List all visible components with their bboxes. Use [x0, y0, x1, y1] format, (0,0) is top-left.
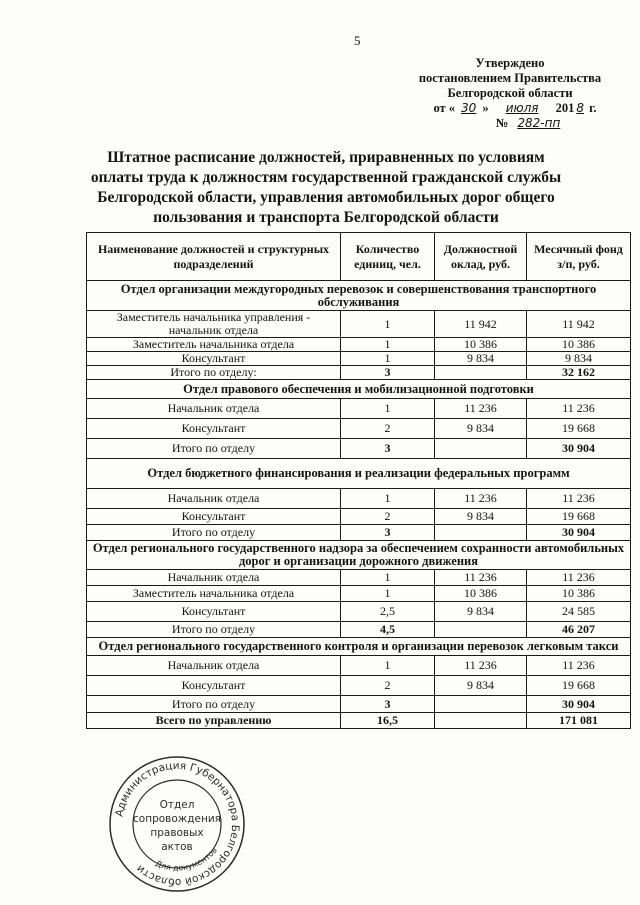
cell-salary: 10 386 [435, 338, 527, 352]
date-prefix: от « [433, 101, 456, 115]
cell-grand-total-label: Всего по управлению [87, 713, 341, 729]
total-row [87, 366, 631, 380]
cell-salary: 11 236 [435, 656, 527, 676]
approval-line-1: Утверждено [475, 56, 545, 70]
date-day: 30 [461, 101, 477, 115]
cell-fund: 10 386 [527, 586, 631, 602]
header-salary: Должностной оклад, руб. [435, 233, 527, 281]
table-row [87, 419, 631, 439]
table-row [87, 352, 631, 366]
cell-position: Начальник отдела [87, 399, 341, 419]
header-fund: Месячный фонд з/п, руб. [527, 233, 631, 281]
date-mid: » [482, 101, 489, 115]
cell-position: Консультант [87, 419, 341, 439]
cell-total-count: 3 [341, 696, 435, 713]
table-header-row [87, 233, 631, 281]
cell-salary: 11 236 [435, 489, 527, 509]
stamp-center-line-4: актов [161, 841, 193, 853]
header-count: Количество единиц, чел. [341, 233, 435, 281]
date-year-digit: 8 [576, 101, 585, 115]
cell-position: Консультант [87, 509, 341, 525]
cell-total-label: Итого по отделу [87, 525, 341, 541]
table-row [87, 656, 631, 676]
section-title: Отдел регионального государственного надзора за обеспечением сохранности автомобильных дорог и организации дорожного движения [87, 541, 631, 570]
table-row [87, 509, 631, 525]
cell-fund: 11 942 [527, 311, 631, 338]
table-row [87, 570, 631, 586]
cell-count: 2 [341, 676, 435, 696]
approval-block [400, 56, 620, 131]
cell-count: 2 [341, 509, 435, 525]
date-month: июля [505, 101, 539, 115]
cell-position: Консультант [87, 352, 341, 366]
cell-fund: 11 236 [527, 656, 631, 676]
section-row [87, 459, 631, 489]
cell-count: 1 [341, 338, 435, 352]
cell-total-count: 4,5 [341, 622, 435, 638]
cell-count: 1 [341, 352, 435, 366]
cell-position: Заместитель начальника управления - начальник отдела [87, 311, 341, 338]
number-prefix: № [495, 116, 509, 130]
table-row [87, 586, 631, 602]
cell-count: 2 [341, 419, 435, 439]
cell-salary: 9 834 [435, 676, 527, 696]
stamp-center-line-1: Отдел [159, 799, 195, 811]
stamp-ring-text: Администрация Губернатора Белгородской области [113, 759, 242, 889]
cell-total-count: 3 [341, 439, 435, 459]
cell-total-count: 3 [341, 366, 435, 380]
total-row [87, 622, 631, 638]
cell-position: Заместитель начальника отдела [87, 338, 341, 352]
stamp-center-line-3: правовых [150, 827, 204, 839]
cell-fund: 19 668 [527, 676, 631, 696]
table-row [87, 676, 631, 696]
cell-salary: 9 834 [435, 352, 527, 366]
approval-line-3: Белгородской области [447, 86, 573, 100]
cell-position: Начальник отдела [87, 656, 341, 676]
cell-salary: 11 942 [435, 311, 527, 338]
page-number: 5 [354, 33, 361, 48]
cell-total-salary [435, 696, 527, 713]
cell-total-label: Итого по отделу [87, 622, 341, 638]
section-title: Отдел организации междугородных перевозок и совершенствования транспортного обслуживания [87, 281, 631, 311]
cell-position: Начальник отдела [87, 570, 341, 586]
cell-grand-total-salary [435, 713, 527, 729]
cell-grand-total-count: 16,5 [341, 713, 435, 729]
section-title: Отдел правового обеспечения и мобилизационной подготовки [87, 380, 631, 399]
total-row [87, 525, 631, 541]
cell-total-label: Итого по отделу [87, 439, 341, 459]
cell-salary: 10 386 [435, 586, 527, 602]
cell-fund: 11 236 [527, 399, 631, 419]
cell-fund: 24 585 [527, 602, 631, 622]
section-row [87, 541, 631, 570]
table-row [87, 311, 631, 338]
grand-total-row [87, 713, 631, 729]
cell-total-fund: 32 162 [527, 366, 631, 380]
cell-total-salary [435, 525, 527, 541]
cell-total-label: Итого по отделу [87, 696, 341, 713]
section-row [87, 380, 631, 399]
cell-salary: 11 236 [435, 570, 527, 586]
cell-salary: 9 834 [435, 602, 527, 622]
cell-fund: 9 834 [527, 352, 631, 366]
cell-count: 1 [341, 311, 435, 338]
cell-grand-total-fund: 171 081 [527, 713, 631, 729]
header-position: Наименование должностей и структурных подразделений [87, 233, 341, 281]
stamp-center-line-2: сопровождения [133, 813, 221, 825]
table-row [87, 399, 631, 419]
cell-total-fund: 30 904 [527, 696, 631, 713]
cell-position: Заместитель начальника отдела [87, 586, 341, 602]
cell-fund: 11 236 [527, 570, 631, 586]
cell-total-salary [435, 439, 527, 459]
cell-total-fund: 30 904 [527, 439, 631, 459]
number-value: 282-пп [517, 116, 561, 130]
cell-total-salary [435, 622, 527, 638]
cell-salary: 9 834 [435, 419, 527, 439]
table-row [87, 602, 631, 622]
approval-line-2: постановлением Правительства [418, 71, 602, 85]
cell-fund: 19 668 [527, 509, 631, 525]
table-row [87, 338, 631, 352]
approval-date [410, 101, 620, 116]
cell-count: 1 [341, 656, 435, 676]
cell-count: 1 [341, 570, 435, 586]
date-suffix: г. [589, 101, 597, 115]
document-title: Штатное расписание должностей, приравненных по условиям оплаты труда к должностям государственной гражданской службы Белгородской области, управления автомобильных дорог общего пользования и транспорта Белгородской области [90, 149, 562, 226]
cell-fund: 10 386 [527, 338, 631, 352]
cell-salary: 9 834 [435, 509, 527, 525]
cell-count: 1 [341, 586, 435, 602]
official-stamp [107, 754, 247, 894]
cell-total-label: Итого по отделу: [87, 366, 341, 380]
section-row [87, 281, 631, 311]
stamp-bottom-text: Для документов [154, 845, 219, 873]
cell-position: Начальник отдела [87, 489, 341, 509]
cell-total-salary [435, 366, 527, 380]
cell-total-fund: 46 207 [527, 622, 631, 638]
cell-position: Консультант [87, 602, 341, 622]
cell-total-fund: 30 904 [527, 525, 631, 541]
total-row [87, 439, 631, 459]
table-row [87, 489, 631, 509]
section-title: Отдел бюджетного финансирования и реализации федеральных программ [87, 459, 631, 489]
cell-fund: 11 236 [527, 489, 631, 509]
cell-count: 2,5 [341, 602, 435, 622]
approval-number [442, 116, 620, 131]
section-row [87, 638, 631, 656]
cell-fund: 19 668 [527, 419, 631, 439]
date-year-prefix: 201 [555, 101, 575, 115]
total-row [87, 696, 631, 713]
cell-position: Консультант [87, 676, 341, 696]
staff-schedule-table [86, 232, 631, 729]
cell-salary: 11 236 [435, 399, 527, 419]
cell-count: 1 [341, 399, 435, 419]
section-title: Отдел регионального государственного контроля и организации перевозок легковым такси [87, 638, 631, 656]
cell-count: 1 [341, 489, 435, 509]
cell-total-count: 3 [341, 525, 435, 541]
